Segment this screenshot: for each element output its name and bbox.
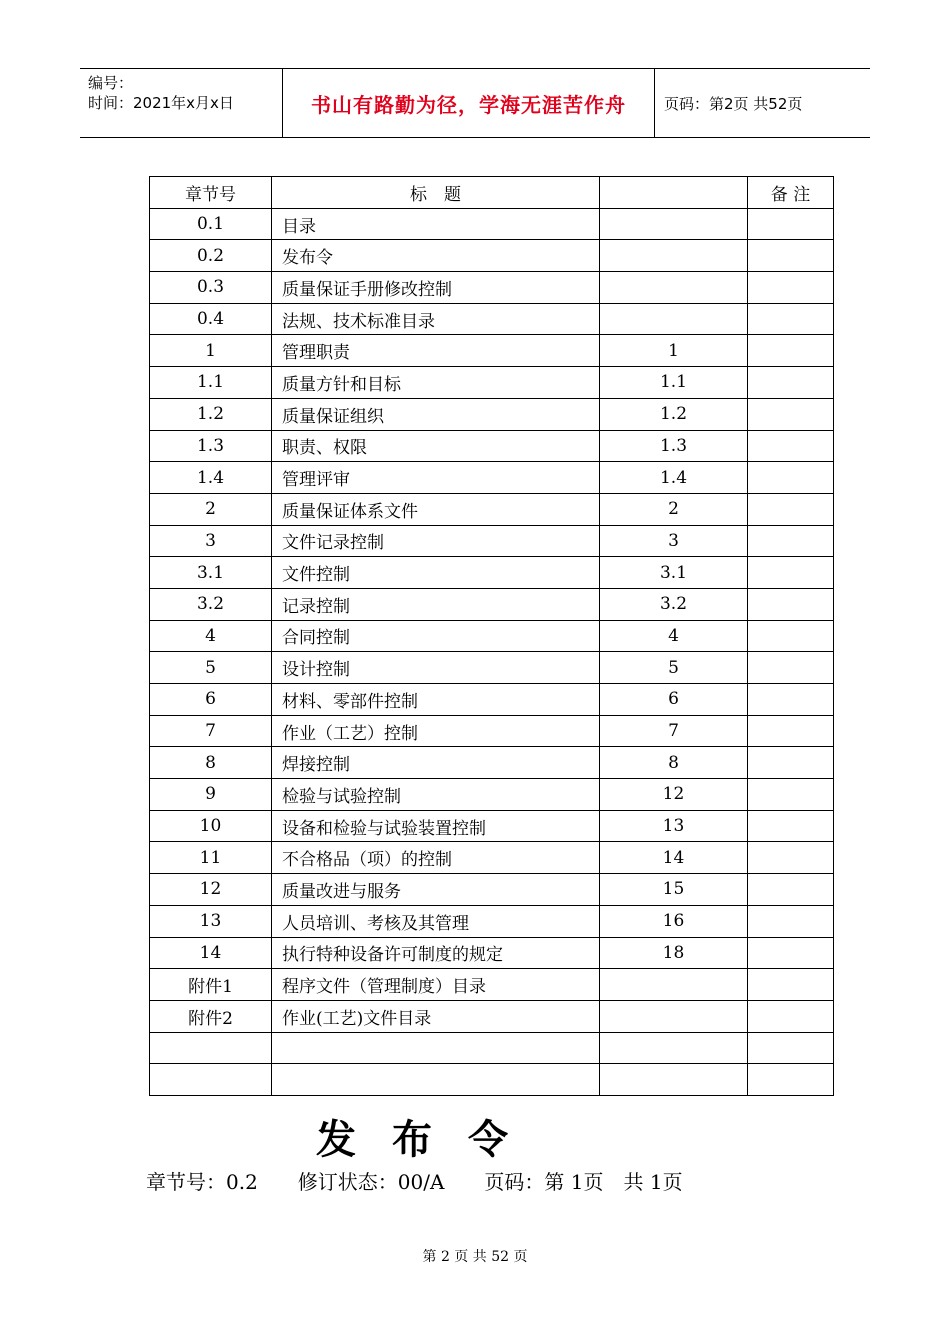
cell-chapter-number: 1 <box>150 335 272 367</box>
cell-page-ref <box>600 969 748 1001</box>
cell-chapter-number: 0.2 <box>150 240 272 272</box>
cell-chapter-number: 附件1 <box>150 969 272 1001</box>
cell-page-ref: 3 <box>600 525 748 557</box>
cell-section-title: 文件记录控制 <box>272 525 600 557</box>
cell-remark <box>748 874 834 906</box>
cell-remark <box>748 810 834 842</box>
cell-chapter-number: 4 <box>150 620 272 652</box>
header-left <box>88 73 234 113</box>
table-header-row <box>150 177 834 209</box>
cell-section-title: 设计控制 <box>272 652 600 684</box>
number-label: 编号： <box>88 74 134 92</box>
cell-remark <box>748 905 834 937</box>
cell-page-ref <box>600 303 748 335</box>
cell-remark <box>748 779 834 811</box>
table-row <box>150 557 834 589</box>
cell-remark <box>748 969 834 1001</box>
cell-page-ref: 18 <box>600 937 748 969</box>
table-row <box>150 652 834 684</box>
cell-chapter-number: 0.4 <box>150 303 272 335</box>
cell-page-ref <box>600 1064 748 1096</box>
cell-page-ref: 7 <box>600 715 748 747</box>
cell-section-title: 管理职责 <box>272 335 600 367</box>
time-label: 时间：2021年x月x日 <box>88 94 234 112</box>
cell-page-ref: 2 <box>600 493 748 525</box>
header-remark: 备 注 <box>748 177 834 209</box>
cell-page-ref <box>600 240 748 272</box>
cell-section-title: 质量改进与服务 <box>272 874 600 906</box>
table-row <box>150 430 834 462</box>
cell-section-title: 作业（工艺）控制 <box>272 715 600 747</box>
cell-remark <box>748 1032 834 1064</box>
cell-chapter-number: 1.1 <box>150 367 272 399</box>
cell-page-ref: 12 <box>600 779 748 811</box>
cell-page-ref: 3.2 <box>600 588 748 620</box>
table-row <box>150 303 834 335</box>
cell-page-ref: 13 <box>600 810 748 842</box>
cell-section-title: 质量保证组织 <box>272 398 600 430</box>
cell-section-title: 目录 <box>272 208 600 240</box>
cell-remark <box>748 462 834 494</box>
header-divider <box>654 69 655 137</box>
cell-chapter-number: 1.4 <box>150 462 272 494</box>
cell-remark <box>748 272 834 304</box>
cell-chapter-number <box>150 1064 272 1096</box>
table-row <box>150 905 834 937</box>
cell-remark <box>748 684 834 716</box>
cell-page-ref: 1 <box>600 335 748 367</box>
table-row <box>150 747 834 779</box>
release-title: 发布令 <box>316 1116 544 1163</box>
cell-chapter-number: 13 <box>150 905 272 937</box>
cell-chapter-number: 附件2 <box>150 1000 272 1032</box>
page-footer: 第 2 页 共 52 页 <box>422 1249 528 1265</box>
table-row <box>150 272 834 304</box>
cell-page-ref <box>600 1032 748 1064</box>
cell-chapter-number: 10 <box>150 810 272 842</box>
table-row <box>150 969 834 1001</box>
cell-chapter-number: 6 <box>150 684 272 716</box>
cell-section-title: 材料、零部件控制 <box>272 684 600 716</box>
cell-chapter-number: 8 <box>150 747 272 779</box>
cell-page-ref: 15 <box>600 874 748 906</box>
cell-section-title: 设备和检验与试验装置控制 <box>272 810 600 842</box>
cell-section-title: 检验与试验控制 <box>272 779 600 811</box>
table-row <box>150 335 834 367</box>
release-meta: 章节号：0.2 修订状态：00/A 页码：第 1页 共 1页 <box>146 1170 683 1194</box>
cell-section-title: 职责、权限 <box>272 430 600 462</box>
cell-page-ref <box>600 208 748 240</box>
table-row <box>150 1064 834 1096</box>
page-header <box>80 68 870 138</box>
table-row <box>150 367 834 399</box>
cell-section-title: 不合格品（项）的控制 <box>272 842 600 874</box>
cell-chapter-number: 0.1 <box>150 208 272 240</box>
cell-section-title: 管理评审 <box>272 462 600 494</box>
cell-chapter-number: 3.1 <box>150 557 272 589</box>
cell-page-ref: 3.1 <box>600 557 748 589</box>
cell-chapter-number: 14 <box>150 937 272 969</box>
cell-chapter-number: 1.2 <box>150 398 272 430</box>
cell-remark <box>748 240 834 272</box>
cell-remark <box>748 367 834 399</box>
table-row <box>150 684 834 716</box>
cell-remark <box>748 652 834 684</box>
cell-remark <box>748 588 834 620</box>
cell-chapter-number: 9 <box>150 779 272 811</box>
cell-section-title: 质量保证体系文件 <box>272 493 600 525</box>
contents-table <box>149 176 834 1096</box>
cell-remark <box>748 937 834 969</box>
cell-remark <box>748 747 834 779</box>
cell-remark <box>748 493 834 525</box>
cell-section-title: 法规、技术标准目录 <box>272 303 600 335</box>
cell-page-ref: 1.2 <box>600 398 748 430</box>
cell-section-title <box>272 1064 600 1096</box>
cell-chapter-number: 3 <box>150 525 272 557</box>
cell-page-ref: 4 <box>600 620 748 652</box>
header-motto: 书山有路勤为径，学海无涯苦作舟 <box>311 92 626 117</box>
table-row <box>150 874 834 906</box>
cell-chapter-number: 1.3 <box>150 430 272 462</box>
cell-section-title: 记录控制 <box>272 588 600 620</box>
table-row <box>150 937 834 969</box>
cell-section-title: 焊接控制 <box>272 747 600 779</box>
table-row <box>150 1000 834 1032</box>
cell-chapter-number: 7 <box>150 715 272 747</box>
cell-section-title: 执行特种设备许可制度的规定 <box>272 937 600 969</box>
cell-remark <box>748 303 834 335</box>
table-row <box>150 779 834 811</box>
cell-remark <box>748 715 834 747</box>
cell-page-ref: 1.4 <box>600 462 748 494</box>
cell-chapter-number: 2 <box>150 493 272 525</box>
table-row <box>150 810 834 842</box>
cell-remark <box>748 525 834 557</box>
cell-remark <box>748 620 834 652</box>
cell-page-ref: 1.3 <box>600 430 748 462</box>
table-row <box>150 620 834 652</box>
cell-section-title: 发布令 <box>272 240 600 272</box>
cell-chapter-number: 12 <box>150 874 272 906</box>
cell-section-title: 程序文件（管理制度）目录 <box>272 969 600 1001</box>
cell-chapter-number <box>150 1032 272 1064</box>
table-row <box>150 462 834 494</box>
table-row <box>150 588 834 620</box>
cell-section-title: 人员培训、考核及其管理 <box>272 905 600 937</box>
cell-remark <box>748 1000 834 1032</box>
cell-section-title: 合同控制 <box>272 620 600 652</box>
cell-chapter-number: 0.3 <box>150 272 272 304</box>
table-row <box>150 842 834 874</box>
cell-page-ref: 14 <box>600 842 748 874</box>
cell-remark <box>748 208 834 240</box>
cell-section-title <box>272 1032 600 1064</box>
cell-section-title: 质量保证手册修改控制 <box>272 272 600 304</box>
cell-chapter-number: 5 <box>150 652 272 684</box>
cell-remark <box>748 398 834 430</box>
cell-remark <box>748 335 834 367</box>
cell-page-ref: 8 <box>600 747 748 779</box>
cell-page-ref <box>600 1000 748 1032</box>
cell-page-ref: 6 <box>600 684 748 716</box>
cell-chapter-number: 3.2 <box>150 588 272 620</box>
cell-remark <box>748 557 834 589</box>
table-row <box>150 1032 834 1064</box>
table-row <box>150 208 834 240</box>
header-chapter-number: 章节号 <box>150 177 272 209</box>
table-row <box>150 715 834 747</box>
cell-section-title: 作业(工艺)文件目录 <box>272 1000 600 1032</box>
cell-page-ref: 1.1 <box>600 367 748 399</box>
header-page-info: 页码：第2页 共52页 <box>664 94 803 113</box>
cell-section-title: 质量方针和目标 <box>272 367 600 399</box>
header-section-title: 标 题 <box>272 177 600 209</box>
header-page-ref <box>600 177 748 209</box>
cell-section-title: 文件控制 <box>272 557 600 589</box>
cell-remark <box>748 842 834 874</box>
table-row <box>150 240 834 272</box>
table-row <box>150 493 834 525</box>
table-row <box>150 525 834 557</box>
cell-remark <box>748 1064 834 1096</box>
cell-chapter-number: 11 <box>150 842 272 874</box>
table-row <box>150 398 834 430</box>
cell-page-ref: 16 <box>600 905 748 937</box>
cell-page-ref: 5 <box>600 652 748 684</box>
cell-remark <box>748 430 834 462</box>
cell-page-ref <box>600 272 748 304</box>
